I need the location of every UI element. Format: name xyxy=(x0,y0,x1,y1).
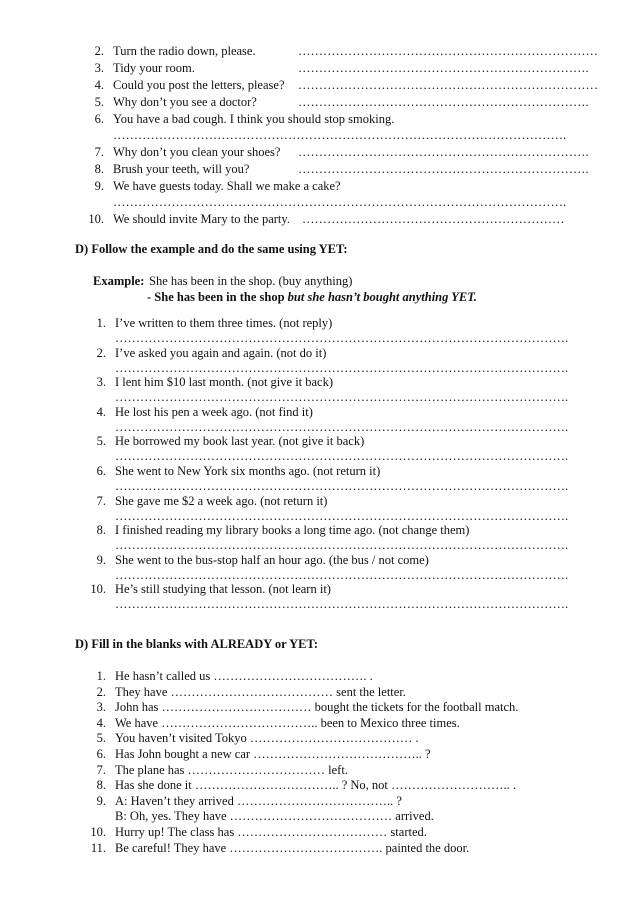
answer-blank[interactable]: ………………………………………………………………………………………………. xyxy=(115,479,569,493)
item-text[interactable]: B: Oh, yes. They have ………………………………… arrived. xyxy=(115,809,434,824)
item-text: Tidy your room. xyxy=(113,61,195,75)
item-text: I’ve written to them three times. (not reply) xyxy=(115,316,333,330)
item-number: 2. xyxy=(96,345,106,360)
item-number: 3. xyxy=(96,375,106,390)
item-text: I finished reading my library books a long time ago. (not change them) xyxy=(115,523,470,538)
item-number: 6. xyxy=(96,747,106,761)
item-text[interactable]: We have ……………………………….. been to Mexico three times. xyxy=(115,715,460,730)
item-number: 1. xyxy=(96,669,106,683)
item-number: 3. xyxy=(94,61,104,75)
item-text[interactable]: Has John bought a new car ………………………………….. ? xyxy=(115,747,431,761)
answer-blank[interactable]: ………………………………………………………………………………………………. xyxy=(113,195,567,209)
item-text: I’ve asked you again and again. (not do it) xyxy=(115,345,327,360)
answer-blank[interactable]: ………………………………………………………………………………………………. xyxy=(113,128,567,142)
answer-blank[interactable]: ………………………………………………………………………………………………. xyxy=(115,597,569,612)
item-text: Why don’t you see a doctor? xyxy=(113,95,257,109)
answer-blank[interactable]: ……………………………………………………………. xyxy=(298,95,589,109)
item-number: 7. xyxy=(94,145,104,159)
item-text: He lost his pen a week ago. (not find it) xyxy=(115,404,313,419)
item-number: 1. xyxy=(96,316,106,330)
item-number: 8. xyxy=(96,523,106,538)
item-number: 8. xyxy=(96,778,106,793)
item-number: 5. xyxy=(94,95,104,109)
answer-blank[interactable]: ………………………………………………………………………………………………. xyxy=(115,390,569,405)
section-heading: D) Follow the example and do the same using YET: xyxy=(75,242,348,256)
item-text: We should invite Mary to the party. xyxy=(113,212,290,226)
example-answer-emphasis: but she hasn’t bought anything YET. xyxy=(287,290,477,304)
answer-blank[interactable]: ………………………………………………………………………………………………. xyxy=(115,419,569,434)
item-text[interactable]: He hasn’t called us ………………………………. . xyxy=(115,669,373,683)
item-text[interactable]: A: Haven’t they arrived ……………………………….. ? xyxy=(115,793,402,808)
answer-blank[interactable]: ………………………………………………………………………………………………. xyxy=(115,449,569,464)
item-text[interactable]: Has she done it …………………………….. ? No, not ……………………….. . xyxy=(115,778,517,793)
item-number: 7. xyxy=(96,762,106,777)
item-number: 6. xyxy=(94,112,104,126)
item-text: Brush your teeth, will you? xyxy=(113,162,250,176)
answer-blank[interactable]: ………………………………………………………………………………………………. xyxy=(115,331,569,345)
example-text: She has been in the shop. (buy anything) xyxy=(149,274,353,288)
item-text[interactable]: They have ………………………………… sent the letter. xyxy=(115,684,406,699)
item-text[interactable]: Be careful! They have ………………………………. painted the door. xyxy=(115,840,470,855)
example-answer-prefix: - She has been in the shop xyxy=(147,290,285,304)
item-number: 3. xyxy=(96,700,106,715)
answer-blank[interactable]: ……………………………………………………… xyxy=(302,212,565,226)
section-heading: D) Fill in the blanks with ALREADY or YET: xyxy=(75,637,319,651)
item-number: 11. xyxy=(90,840,106,855)
item-text: She went to New York six months ago. (not return it) xyxy=(115,464,381,478)
item-number: 10. xyxy=(90,582,106,597)
item-text: She gave me $2 a week ago. (not return it) xyxy=(115,493,328,508)
item-number: 5. xyxy=(96,731,106,746)
example-label: Example: xyxy=(93,274,145,288)
item-text: Why don’t you clean your shoes? xyxy=(113,145,281,159)
item-text: She went to the bus-stop half an hour ago. (the bus / not come) xyxy=(115,552,429,567)
item-text[interactable]: John has ……………………………… bought the tickets for the football match. xyxy=(115,700,519,715)
item-number: 10. xyxy=(88,212,104,226)
item-text: Could you post the letters, please? xyxy=(113,78,285,92)
item-text[interactable]: The plane has …………………………… left. xyxy=(115,762,348,777)
item-number: 9. xyxy=(94,179,104,193)
item-text: We have guests today. Shall we make a cake? xyxy=(113,179,341,193)
item-text[interactable]: You haven’t visited Tokyo ………………………………… . xyxy=(115,731,419,746)
item-text: You have a bad cough. I think you should stop smoking. xyxy=(113,112,395,126)
answer-blank[interactable]: ……………………………………………………………. xyxy=(298,61,589,75)
answer-blank[interactable]: ………………………………………………………………………………………………. xyxy=(115,360,569,375)
item-number: 9. xyxy=(96,552,106,567)
item-number: 4. xyxy=(96,715,106,730)
item-number: 4. xyxy=(94,78,104,92)
item-text: I lent him $10 last month. (not give it back) xyxy=(115,375,334,390)
item-number: 7. xyxy=(96,493,106,508)
item-number: 2. xyxy=(96,684,106,699)
item-text: He borrowed my book last year. (not give it back) xyxy=(115,434,365,449)
answer-blank[interactable]: ………………………………………………………………………………………………. xyxy=(115,567,569,582)
item-number: 2. xyxy=(94,44,104,58)
item-text: He’s still studying that lesson. (not learn it) xyxy=(115,582,331,597)
answer-blank[interactable]: ……………………………………………………………. xyxy=(298,162,589,176)
item-number: 4. xyxy=(96,404,106,419)
answer-blank[interactable]: ………………………………………………………………………………………………. xyxy=(115,538,569,553)
item-text: Turn the radio down, please. xyxy=(113,44,256,58)
item-text[interactable]: Hurry up! The class has ……………………………… started. xyxy=(115,825,427,839)
answer-blank[interactable]: ……………………………………………………………… xyxy=(298,44,598,58)
answer-blank[interactable]: ……………………………………………………………… xyxy=(298,78,598,92)
answer-blank[interactable]: ………………………………………………………………………………………………. xyxy=(115,508,569,523)
item-number: 9. xyxy=(96,793,106,808)
item-number: 6. xyxy=(96,464,106,478)
answer-blank[interactable]: ……………………………………………………………. xyxy=(298,145,589,159)
item-number: 8. xyxy=(94,162,104,176)
item-number: 5. xyxy=(96,434,106,449)
item-number: 10. xyxy=(90,825,106,839)
